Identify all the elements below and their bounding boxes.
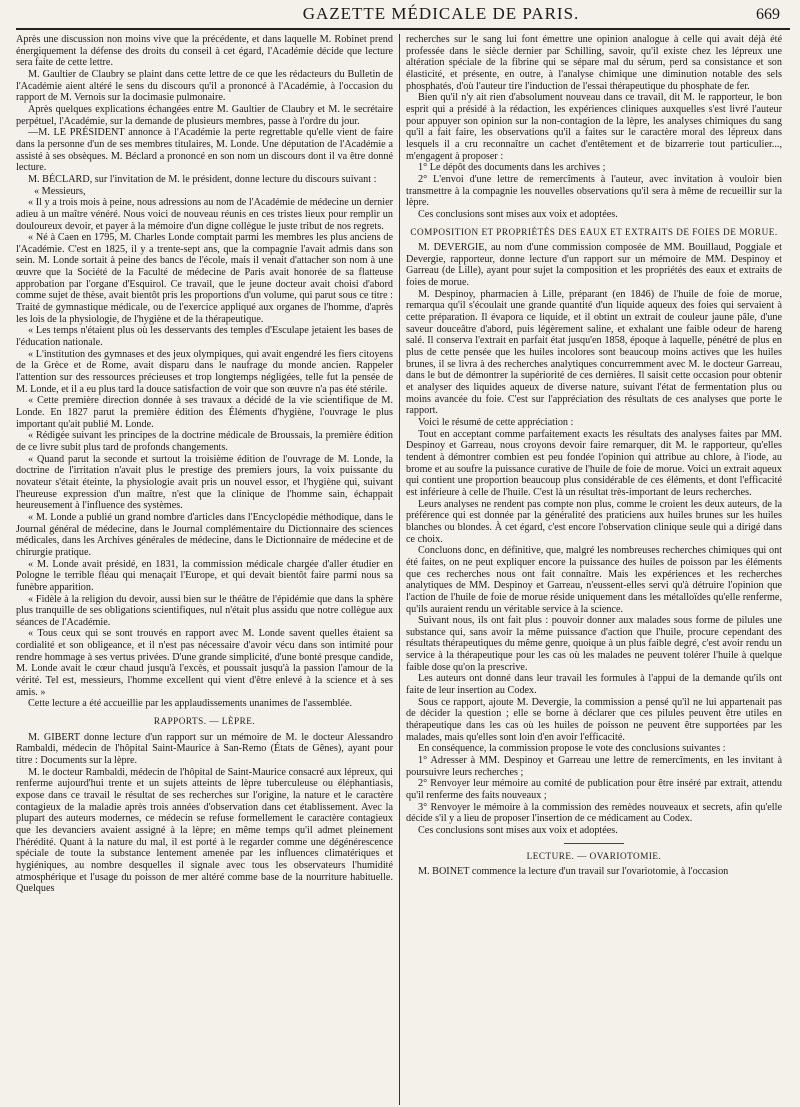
paragraph: Les auteurs ont donné dans leur travail les formules à l'appui de la demande qu'ils ont faite de leur insertion au Codex. [406,673,782,697]
section-heading: COMPOSITION ET PROPRIÉTÉS DES EAUX ET EXTRAITS DE FOIES DE MORUE. [410,226,778,237]
section-heading: RAPPORTS. — LÈPRE. [153,716,256,727]
journal-title: GAZETTE MÉDICALE DE PARIS. [302,4,580,23]
paragraph: Cette lecture a été accueillie par les applaudissements unanimes de l'assemblée. [28,698,353,710]
paragraph: « Messieurs, [34,185,86,197]
text-columns [16,34,790,1105]
paragraph: Suivant nous, ils ont fait plus : pouvoir donner aux malades sous forme de pilules une substance qui, sans avoir la même puissance d'action que l'huile, procure cependant des résultats thérapeutiques du même genre, quoique à un plus faible degré, c'est avoir rendu un service à la thérapeutique pour les cas où les malades ne peuvent tolérer l'huile à quelque faible dose qu'on la prescrive. [406,615,782,673]
paragraph: M. BOINET commence la lecture d'un travail sur l'ovariotomie, à l'occasion [418,866,729,878]
paragraph: « Rédigée suivant les principes de la doctrine médicale de Broussais, la première édition de ce livre subit plus tard de profonds changements. [16,430,393,453]
paragraph: En conséquence, la commission propose le vote des conclusions suivantes : [418,743,726,755]
paragraph: Ces conclusions sont mises aux voix et adoptées. [418,824,618,836]
paragraph: 3° Renvoyer le mémoire à la commission des remèdes nouveaux et secrets, afin qu'elle décide s'il y a lieu de proposer l'insertion de ce médicament au Codex. [406,801,782,825]
paragraph: Concluons donc, en définitive, que, malgré les nombreuses recherches chimiques qui ont été faites, on ne peut expliquer encore la puissance des huiles de poisson par les éléments que ces recherches nous ont fait connaître. Mais les expériences et les recherches analytiques de MM. Despinoy et Garreau, n'eussent-elles servi qu'à détruire l'opinion que l'action de l'huile de foie de morue réside uniquement dans les métalloïdes qu'elle renferme, qu'ils auraient rendu un véritable service à la science. [406,545,782,615]
paragraph: M. DEVERGIE, au nom d'une commission composée de MM. Bouillaud, Poggiale et Devergie, rapporteur, donne lecture d'un rapport sur un mémoire de MM. Despinoy et Garreau (de Lille), ayant pour sujet la composition et les propriétés des eaux et extraits de foies de morue. [406,242,782,289]
section-divider [564,843,624,845]
paragraph: Leurs analyses ne rendent pas compte non plus, comme le croient les deux auteurs, de la préférence qui est donnée par la généralité des praticiens aux huiles brunes sur les huiles blanches ou blondes. À cet égard, c'est encore l'observation clinique seule qui a dirigé dans ce choix. [406,498,782,545]
paragraph: « Il y a trois mois à peine, nous adressions au nom de l'Académie de médecine un dernier adieu à un maître vénéré. Nous voici de nouveau réunis en ces tristes lieux pour remplir un douloureux devoir, et payer à la mémoire d'un digne collègue le juste tribut de nos regrets. [16,197,393,232]
paragraph: M. le docteur Rambaldi, médecin de l'hôpital de Saint-Maurice consacré aux lépreux, qui renferme aujourd'hui trente et un sujets atteints de lèpre tuberculeuse ou éléphantiasis, expose dans ce travail le résultat de ses recherches sur l'origine, la nature et le caractère contagieux de la maladie après trois années d'observation dans cet établissement. Avec la plupart des auteurs modernes, ce médecin se refuse formellement le caractère contagieux que les devanciers avaient assigné à la lèpre; en même temps qu'il admet pleinement l'hérédité. Quant à la nature du mal, il est porté à le regarder comme une dégénérescence spéciale de toute la substance lentement amenée par les influences climatériques et hygiéniques, au nombre desquelles il signale avec tous les observateurs l'humidité atmosphérique et l'usage du poisson de mer altéré comme base de la nourriture habituelle. Quelques [16,766,393,895]
paragraph: Après une discussion non moins vive que la précédente, et dans laquelle M. Robinet prend énergiquement la défense des droits du conseil à cet égard, l'Académie décide que lecture sera faite de cette lettre. [16,34,393,69]
paragraph: M. BÉCLARD, sur l'invitation de M. le président, donne lecture du discours suivant : [28,173,377,185]
right-column [399,34,782,1105]
paragraph: M. Gaultier de Claubry se plaint dans cette lettre de ce que les rédacteurs du Bulletin de l'Académie aient altéré le sens du discours qu'il a prononcé à l'Académie, à l'occasion du rapport de M. Vernois sur la docimasie pulmonaire. [16,68,393,104]
paragraph: « Les temps n'étaient plus où les desservants des temples d'Esculape jetaient les bases de l'éducation nationale. [16,325,393,349]
page-number: 669 [756,6,780,23]
section-heading: LECTURE. — OVARIOTOMIE. [526,850,662,861]
paragraph: 2° L'envoi d'une lettre de remercîments à l'auteur, avec invitation à vouloir bien transmettre à la compagnie les nouvelles observations qu'il sera à même de recueillir sur la lèpre. [406,173,782,209]
paragraph: Après quelques explications échangées entre M. Gaultier de Claubry et M. le secrétaire perpétuel, l'Académie, sur la demande de plusieurs membres, passe à l'ordre du jour. [16,103,393,127]
paragraph: —M. LE PRÉSIDENT annonce à l'Académie la perte regrettable qu'elle vient de faire dans la personne d'un de ses membres titulaires, M. Londe. Une députation de l'Académie a assisté à ses obsèques. M. Béclard a prononcé en son nom un discours dont il va être donné lecture. [16,127,393,174]
paragraph: M. GIBERT donne lecture d'un rapport sur un mémoire de M. le docteur Alessandro Rambaldi, médecin de l'hôpital Saint-Maurice à San-Remo (États de Gênes), ayant pour titre : Documents sur la lèpre. [16,731,393,767]
paragraph: Voici le résumé de cette appréciation : [418,417,574,428]
paragraph: Ces conclusions sont mises aux voix et adoptées. [418,208,618,220]
paragraph: Tout en acceptant comme parfaitement exacts les résultats des analyses faites par MM. Despinoy et Garreau, nous croyons devoir faire remarquer, dit M. le rapporteur, qu'elles tendent à démontrer combien est peu fondée l'opinion qui attribue au chlore, à l'iode, au brome et au soufre la puissance curative de l'huile de foie de morue. Voici un extrait aqueux qui contient une proportion beaucoup plus considérable de ces éléments, et dont l'efficacité est inférieure à celle de l'huile. C'est là un résultat très-important de leurs recherches. [406,428,782,498]
paragraph: 2° Renvoyer leur mémoire au comité de publication pour être inséré par extrait, attendu qu'il renferme des faits nouveaux ; [406,778,782,801]
left-column [16,34,399,1105]
paragraph: « M. Londe avait présidé, en 1831, la commission médicale chargée d'aller étudier en Pologne le terrible fléau qui menaçait l'Europe, et qui devait bientôt faire parmi nous sa funèbre apparition. [16,558,393,593]
paragraph: recherches sur le sang lui font émettre une opinion analogue à celle qui avait déjà été professée dans le siècle dernier par Schilling, savoir, qu'il existe chez les lépreux une altération spéciale de la fibrine qui se sépare mal du sérum, perd sa consistance et son élasticité, et présente, en outre, à l'analyse chimique une diminution notable des sels phosphatés, d'où l'auteur tire l'induction de l'essai thérapeutique du phosphate de fer. [406,34,782,92]
paragraph: « M. Londe a publié un grand nombre d'articles dans l'Encyclopédie méthodique, dans le Journal général de médecine, dans le Journal complémentaire du Dictionnaire des sciences médicales, dans les Archives générales de médecine, dans le Dictionnaire de médecine et de chirurgie pratique. [16,511,393,558]
paragraph: « L'institution des gymnases et des jeux olympiques, qui avait engendré les fiers citoyens de la Grèce et de Rome, avait disparu dans le naufrage du monde ancien. Rappeler l'attention sur des ressources précieuses et trop longtemps négligées, telle fut la pensée de M. Londe, et il a eu plus tard la douce satisfaction de voir que son œuvre n'a pas été stérile. [16,348,393,395]
paragraph: « Quand parut la seconde et surtout la troisième édition de l'ouvrage de M. Londe, la doctrine de l'irritation n'avait plus le prestige des premiers jours, la voix puissante du novateur s'était éteinte, la physiologie avait pris un nouvel essor, et l'hygiène qui, suivant l'heureuse expression d'un maître, n'est que la clinique de l'homme sain, échappait heureusement à l'influence des systèmes. [16,453,393,512]
paragraph: « Cette première direction donnée à ses travaux a décidé de la vie scientifique de M. Londe. En 1827 parut la première édition des Éléments d'hygiène, l'ouvrage le plus important qu'ait publié M. Londe. [16,395,393,430]
paragraph: « Fidèle à la religion du devoir, aussi bien sur le théâtre de l'épidémie que dans la sphère plus tranquille de ses obligations scientifiques, nul n'était plus assidu que notre collègue aux séances de l'Académie. [16,593,393,628]
paragraph: « Tous ceux qui se sont trouvés en rapport avec M. Londe savent quelles étaient sa cordialité et son obligeance, et il n'est pas nécessaire d'avoir vécu dans son intimité pour rendre hommage à ses vertus privées. D'une grande simplicité, d'une bonté presque candide, M. Londe avait le cœur chaud jusqu'à l'excès, et poussait jusqu'à la passion l'amour de la vérité. Tel est, messieurs, l'homme excellent qui vient d'être enlevé à la science et à ses amis. » [16,628,393,698]
paragraph: 1° Le dépôt des documents dans les archives ; [418,162,606,174]
paragraph: 1° Adresser à MM. Despinoy et Garreau une lettre de remercîments, en les invitant à poursuivre leurs recherches ; [406,755,782,778]
page-header [16,0,790,30]
paragraph: Bien qu'il n'y ait rien d'absolument nouveau dans ce travail, dit M. le rapporteur, le bon esprit qui a présidé à la rédaction, les expériences cliniques auxquelles s'est livré l'auteur pour appuyer son opinion sur la non-contagion de la lèpre, les analyses chimiques du sang qu'il a fait faire, les observations qu'il a faites sur le caractère moral des lépreux dans lesquels il a cru reconnaître un cachet d'entêtement et de bizarrerie tout particulier..., m'engagent à proposer : [406,92,782,162]
paragraph: « Né à Caen en 1795, M. Charles Londe comptait parmi les membres les plus anciens de l'Académie. C'est en 1825, il y a trente-sept ans, que la compagnie l'avait admis dans son sein. M. Londe sortait à peine des bancs de l'école, mais il venait d'attacher son nom à une œuvre que la Société de la Faculté de médecine de Paris avait honorée de sa flatteuse approbation par l'organe d'Esquirol. Ce travail, que le jeune docteur avait choisi d'abord comme sujet de thèse, avait bientôt pris les proportions d'un volume, qui parut sous ce titre : Traité de gymnastique médicale, ou de l'exercice appliqué aux organes de l'homme, d'après les lois de la physiologie, de l'hygiène et de la thérapeutique. [16,232,393,325]
paragraph: Sous ce rapport, ajoute M. Devergie, la commission a pensé qu'il ne lui appartenait pas de décider la question ; elle se borne à déclarer que ces pilules peuvent être utiles en thérapeutique dans les cas où les huiles de poisson ne peuvent être supportées par les malades, mais qu'elles sont loin d'en avoir l'efficacité. [406,696,782,743]
paragraph: M. Despinoy, pharmacien à Lille, préparant (en 1846) de l'huile de foie de morue, remarqua qu'il s'écoulait une grande quantité d'un liquide aqueux des foies qui servaient à cette préparation. Il évapora ce liquide, et il obtint un extrait de couleur jaune pâle, d'une saveur douceâtre d'abord, puis légèrement saline, et exhalant une faible odeur de hareng salé. Il conserva l'extrait en parfait état jusqu'en 1858, époque à laquelle, pénétré de plus en plus de cette pensée que les huiles incolores sont beaucoup moins actives que les huiles brunes, il se livra à des recherches analytiques concurremment avec M. le docteur Garreau, dans le but de démontrer la supériorité de ces dernières. Il saisit cette occasion pour obtenir et analyser des liquides aqueux de diverse nature, suivant l'état de fermentation plus ou moins avancée du foie. C'est sur l'appréciation des résultats de ces analyses que porte le rapport. [406,288,782,417]
